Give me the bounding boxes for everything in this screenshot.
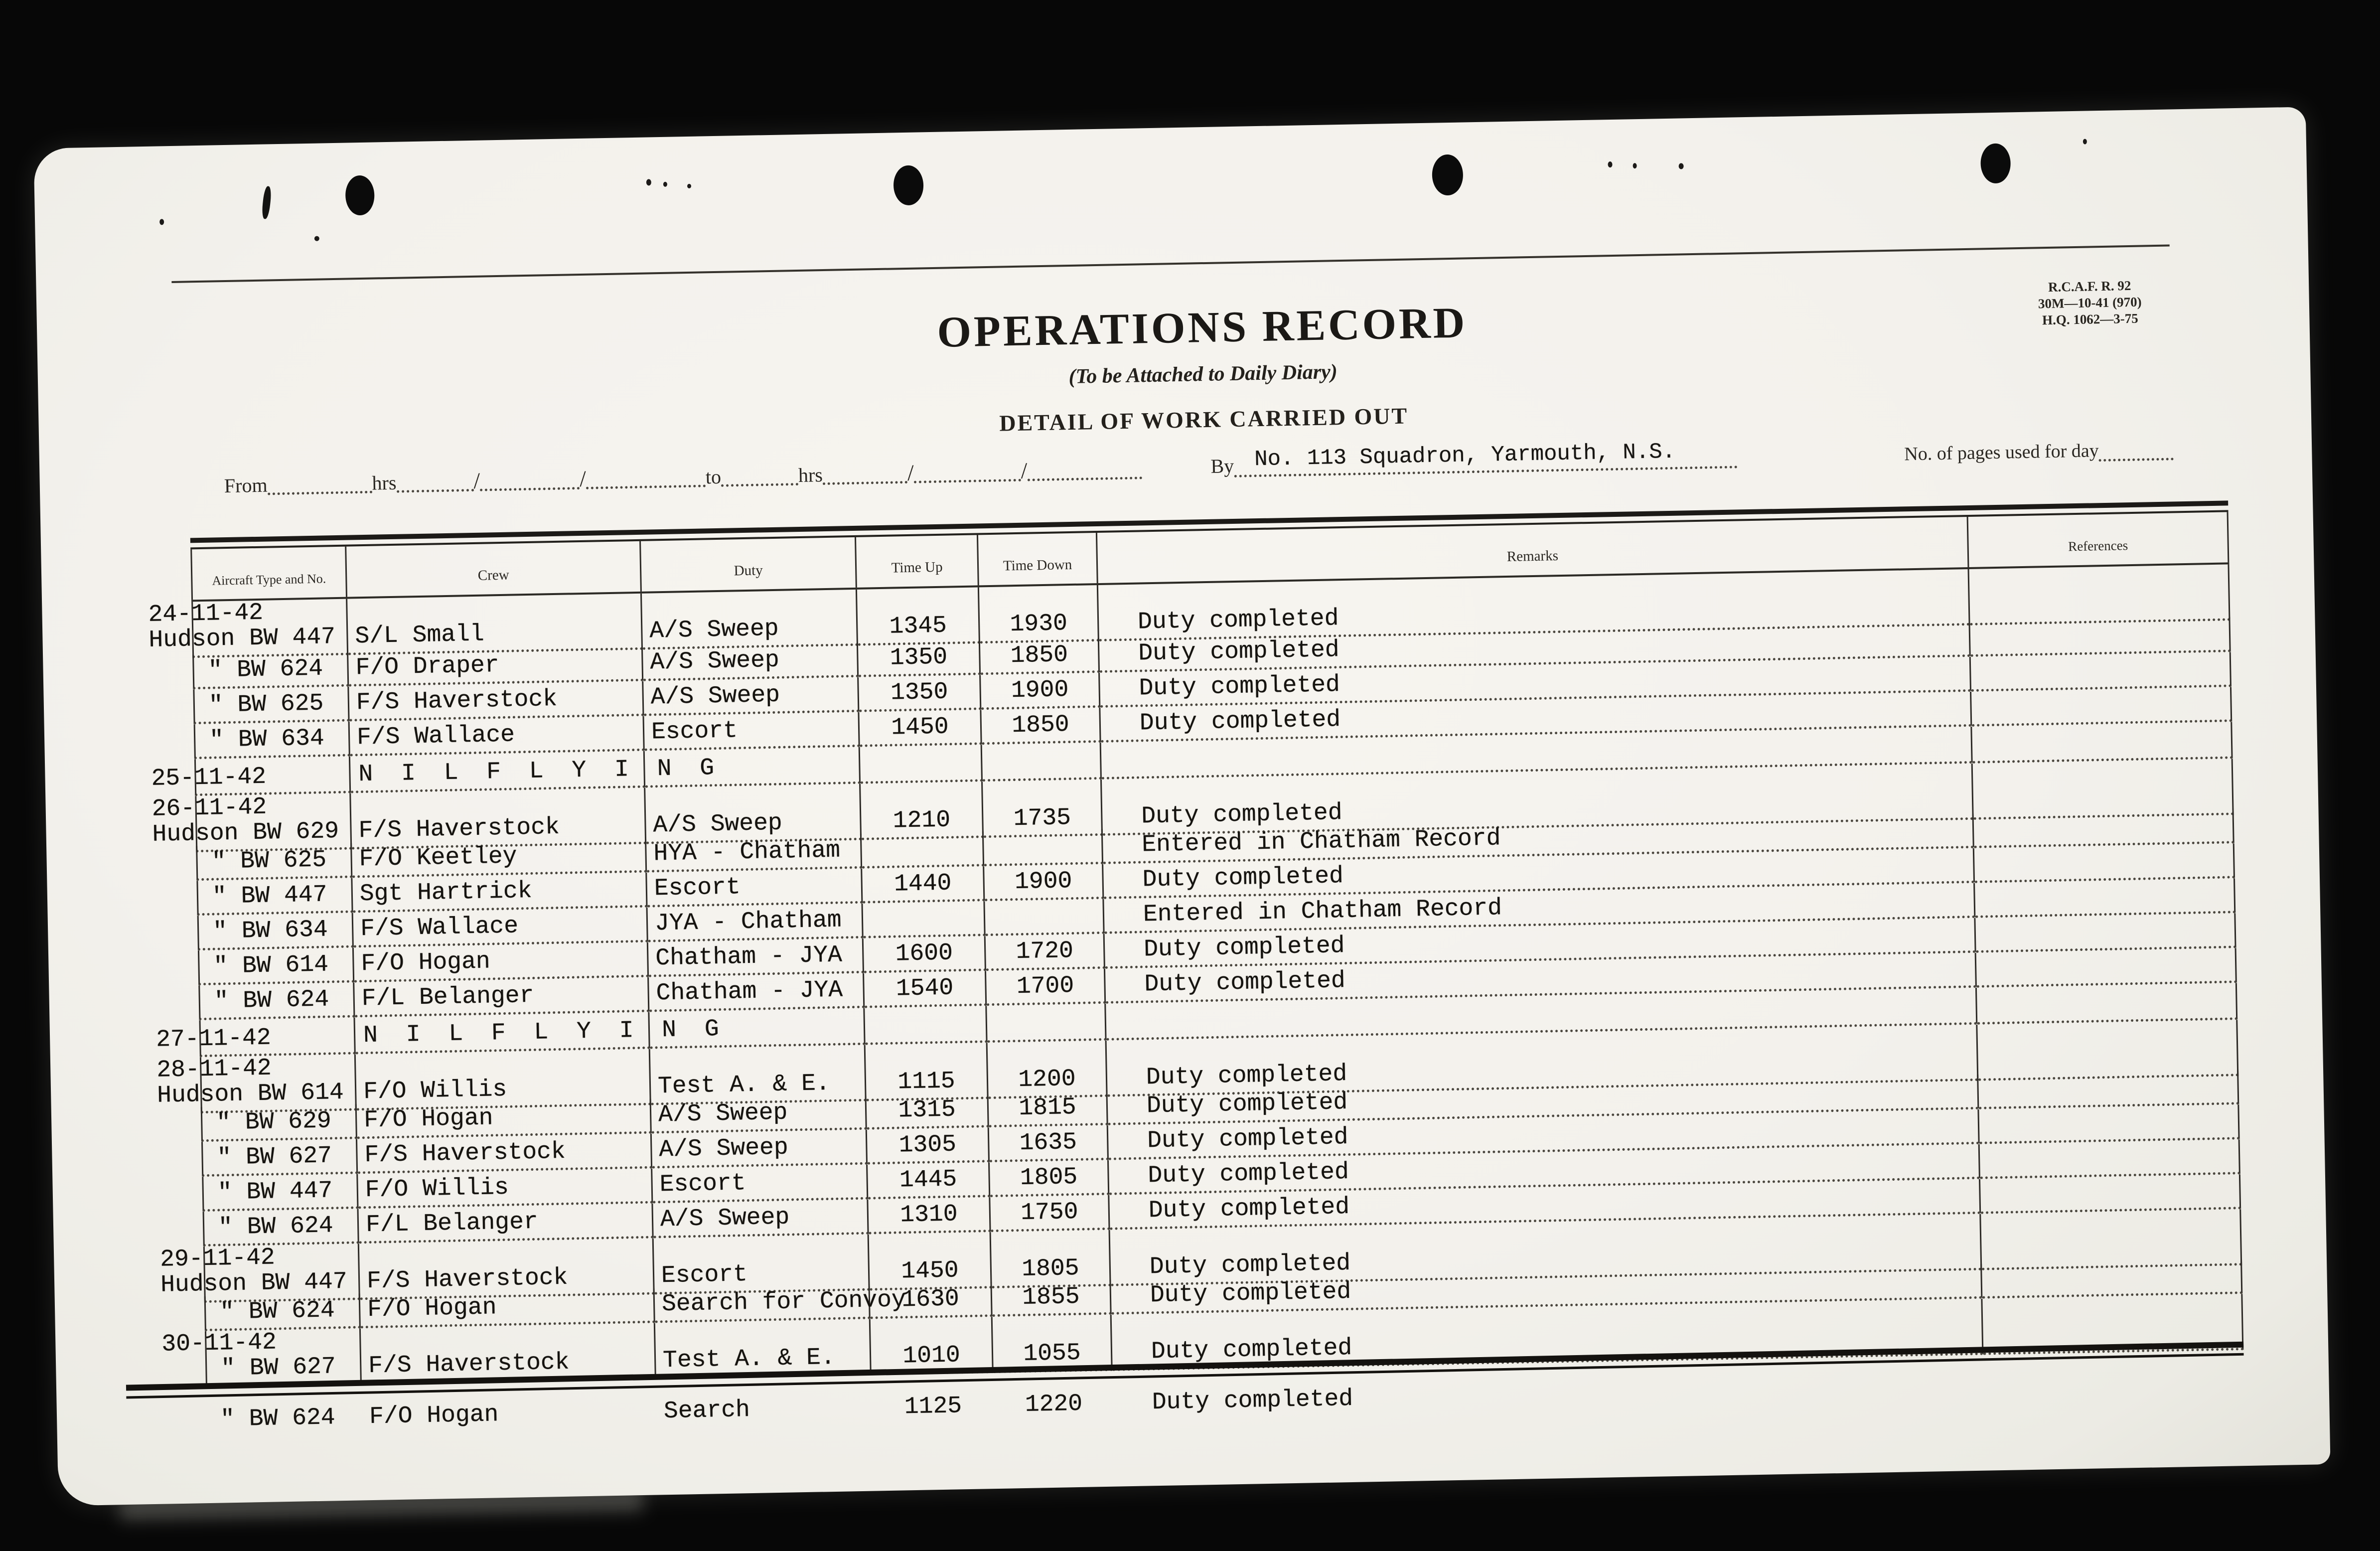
- references-cell: [1974, 843, 2235, 883]
- time-up-value: 1445: [899, 1166, 957, 1194]
- crew-cell: [355, 1012, 727, 1055]
- time-up-cell: [865, 1006, 987, 1045]
- time-down-cell: [984, 829, 1103, 866]
- time-down-cell: [981, 673, 1100, 710]
- crew-label: F/S Haverstock: [358, 813, 560, 845]
- duty-label: A/S Sweep: [660, 1204, 790, 1234]
- column-header-remarks: Remarks: [1097, 517, 1969, 583]
- duty-label: HYA - Chatham: [653, 837, 841, 868]
- crew-label: F/S Haverstock: [366, 1264, 568, 1295]
- crew-label: F/S Haverstock: [356, 685, 558, 717]
- duty-cell: [645, 747, 861, 788]
- page-top-rule: [171, 244, 2169, 283]
- aircraft-label: " BW 624: [220, 1404, 336, 1433]
- remarks-value: Duty completed: [1139, 706, 1341, 737]
- time-up-value: 1600: [895, 939, 953, 968]
- crew-label: F/O Draper: [355, 652, 500, 682]
- time-down-value: 1850: [1010, 641, 1068, 670]
- aircraft-label: " BW 624: [214, 986, 329, 1015]
- crew-cell: [352, 873, 647, 913]
- crew-label: Sgt Hartrick: [359, 877, 533, 908]
- time-up-cell: [860, 745, 983, 783]
- aircraft-label: " BW 624: [219, 1297, 335, 1326]
- crew-label: F/O Hogan: [369, 1401, 499, 1431]
- time-up-cell: [868, 1162, 990, 1199]
- time-down-cell: [993, 1315, 1113, 1373]
- crew-cell: [354, 942, 649, 983]
- fill-in-blank: [1027, 460, 1142, 481]
- slash-separator: /: [1021, 458, 1028, 483]
- remarks-value: Duty completed: [1149, 1249, 1351, 1281]
- aircraft-cell: [151, 757, 351, 796]
- pages-used-form-line: [1904, 434, 2224, 465]
- time-up-cell: [864, 971, 987, 1008]
- time-up-cell: [859, 675, 981, 712]
- crew-cell: [357, 1099, 652, 1139]
- column-header-aircraft: Aircraft Type and No.: [190, 547, 347, 600]
- slash-separator: /: [473, 467, 480, 493]
- fill-in-blank: [480, 470, 580, 491]
- time-down-cell: [979, 585, 1099, 643]
- time-down-cell: [992, 1280, 1111, 1317]
- time-down-cell: [981, 708, 1101, 745]
- aircraft-label: " BW 624: [218, 1212, 334, 1241]
- crew-cell: [353, 908, 648, 948]
- slash-separator: /: [907, 460, 914, 485]
- remarks-value: Duty completed: [1139, 671, 1340, 702]
- aircraft-cell: [155, 1017, 356, 1057]
- time-down-value: 1850: [1011, 711, 1070, 740]
- date-label: 25-11-42: [151, 763, 267, 792]
- crew-label: F/O Hogan: [367, 1294, 497, 1324]
- duty-label: Chatham - JYA: [655, 941, 843, 972]
- duty-cell: [643, 642, 859, 681]
- time-up-value: 1350: [890, 643, 948, 672]
- aircraft-cell: [161, 1328, 362, 1388]
- aircraft-cell: [204, 1293, 361, 1331]
- aircraft-cell: [196, 878, 353, 916]
- date-label: 28-11-42: [156, 1055, 272, 1084]
- crew-cell: [354, 977, 649, 1018]
- crew-cell: [357, 1134, 652, 1174]
- date-label: 24-11-42: [148, 599, 264, 628]
- duty-label: Escort: [654, 874, 741, 903]
- time-up-cell: [858, 640, 981, 677]
- crew-label: F/S Haverstock: [368, 1349, 570, 1380]
- punch-hole: [1432, 154, 1463, 195]
- crew-label: F/O Keetley: [359, 843, 517, 873]
- references-cell: [1980, 1174, 2241, 1214]
- remarks-value: Duty completed: [1151, 1334, 1352, 1366]
- duty-label: A/S Sweep: [658, 1099, 788, 1129]
- time-up-value: 1010: [902, 1342, 961, 1370]
- references-cell: [1979, 1104, 2239, 1144]
- references-cell: [1970, 617, 2231, 657]
- pages-used-label: No. of pages used for day: [1904, 440, 2099, 465]
- aircraft-label: " BW 447: [217, 1177, 333, 1207]
- table-body: [148, 564, 2243, 1383]
- time-down-value: 1805: [1020, 1163, 1078, 1192]
- fill-in-blank: [823, 464, 908, 485]
- crew-cell: [350, 716, 645, 757]
- operations-record-page: [33, 107, 2330, 1506]
- remarks-value: Duty completed: [1146, 1061, 1347, 1091]
- duty-label: A/S Sweep: [650, 681, 780, 711]
- duty-cell: [652, 1165, 868, 1204]
- time-up-cell: [857, 587, 980, 645]
- time-up-value: 1630: [901, 1285, 960, 1314]
- duty-label: A/S Sweep: [658, 1134, 789, 1164]
- time-up-value: 1450: [900, 1257, 959, 1285]
- time-down-value: 1930: [1010, 610, 1068, 638]
- aircraft-cell: [196, 843, 352, 881]
- time-up-cell: [870, 1282, 992, 1319]
- punch-hole: [893, 165, 923, 205]
- duty-cell: [655, 1284, 906, 1323]
- fill-in-blank: [586, 467, 706, 489]
- aircraft-label: Hudson BW 629: [152, 818, 339, 848]
- fill-in-blank: [2098, 441, 2174, 462]
- time-down-value: 1635: [1019, 1128, 1077, 1157]
- time-down-value: 1815: [1018, 1093, 1077, 1122]
- crew-cell: [359, 1204, 654, 1244]
- nil-flying-label: N I L F L Y I N G: [358, 754, 722, 788]
- duty-label: JYA - Chatham: [654, 907, 842, 937]
- section-heading: DETAIL OF WORK CARRIED OUT: [999, 403, 1409, 436]
- time-range-form-line: [224, 453, 1186, 496]
- time-down-value: 1220: [1025, 1390, 1083, 1418]
- crew-label: S/L Small: [354, 620, 485, 650]
- to-label: to: [705, 465, 722, 488]
- by-label: By: [1210, 454, 1234, 477]
- time-down-cell: [986, 934, 1105, 971]
- page-title: OPERATIONS RECORD: [936, 299, 1468, 357]
- date-label: 27-11-42: [155, 1024, 272, 1054]
- form-reference-codes: [1982, 277, 2198, 330]
- time-down-value: 1720: [1016, 937, 1074, 966]
- references-cell: [1976, 948, 2237, 988]
- time-down-value: 1900: [1014, 868, 1072, 896]
- remarks-value: Duty completed: [1152, 1385, 1353, 1416]
- aircraft-cell: [201, 1104, 357, 1142]
- references-cell: [1978, 1070, 2239, 1109]
- dust-speck: [1608, 161, 1612, 167]
- remarks-value: Duty completed: [1138, 636, 1340, 667]
- time-up-value: 1310: [899, 1201, 958, 1229]
- references-cell: [1982, 1259, 2242, 1299]
- time-down-cell: [986, 969, 1106, 1006]
- references-cell: [1972, 722, 2232, 764]
- time-up-cell: [866, 1092, 989, 1129]
- duty-cell: [648, 938, 864, 977]
- duty-cell: [642, 590, 858, 650]
- time-down-value: 1750: [1020, 1198, 1078, 1227]
- duty-cell: [651, 1095, 867, 1134]
- dust-speck: [2083, 139, 2087, 145]
- slash-separator: /: [579, 465, 587, 492]
- date-label: 30-11-42: [161, 1329, 277, 1358]
- aircraft-label: " BW 634: [209, 725, 325, 754]
- time-down-value: 1700: [1016, 972, 1074, 1001]
- by-unit-form-line: [1210, 439, 1759, 478]
- squadron-name: No. 113 Squadron, Yarmouth, N.S.: [1254, 439, 1676, 472]
- crew-label: F/O Hogan: [361, 948, 491, 978]
- duty-label: A/S Sweep: [653, 809, 783, 839]
- aircraft-cell: [192, 652, 349, 690]
- dust-speck: [687, 184, 691, 188]
- crew-cell: [347, 594, 643, 655]
- time-down-value: 1735: [1013, 804, 1071, 833]
- form-code-line: 30M—10-41 (970): [2038, 294, 2142, 311]
- remarks-value: Duty completed: [1148, 1158, 1349, 1190]
- references-cell: [1980, 1139, 2240, 1179]
- time-up-cell: [863, 901, 985, 938]
- time-up-value: 1350: [890, 678, 948, 707]
- date-label: 26-11-42: [151, 793, 267, 823]
- crew-cell: [360, 1288, 655, 1329]
- remarks-value: Duty completed: [1147, 1124, 1348, 1155]
- scan-artifact: [261, 186, 272, 219]
- aircraft-cell: [201, 1139, 358, 1177]
- time-down-cell: [990, 1195, 1110, 1232]
- time-down-cell: [984, 864, 1104, 901]
- aircraft-cell: [148, 599, 348, 658]
- time-up-cell: [868, 1197, 991, 1234]
- time-up-cell: [871, 1317, 994, 1375]
- remarks-value: Duty completed: [1150, 1278, 1351, 1309]
- time-up-value: 1305: [898, 1131, 957, 1159]
- crew-label: F/S Haverstock: [364, 1138, 566, 1169]
- references-cell: [1969, 564, 2231, 625]
- crew-label: F/O Hogan: [363, 1104, 493, 1134]
- time-up-cell: [867, 1127, 990, 1164]
- crew-label: F/S Wallace: [356, 721, 515, 752]
- references-cell: [1975, 913, 2236, 953]
- time-up-cell: [864, 936, 986, 973]
- time-down-cell: [980, 638, 1100, 675]
- aircraft-label: " BW 634: [212, 916, 328, 945]
- time-down-value: 1805: [1021, 1254, 1080, 1283]
- duty-label: Escort: [651, 717, 738, 746]
- crew-cell: [358, 1169, 653, 1209]
- date-label: 29-11-42: [159, 1244, 276, 1273]
- duty-label: Chatham - JYA: [656, 976, 843, 1007]
- crew-cell: [352, 838, 647, 878]
- time-down-cell: [982, 743, 1102, 781]
- remarks-value: Duty completed: [1148, 1193, 1350, 1225]
- aircraft-label: " BW 624: [208, 655, 323, 684]
- time-up-value: 1440: [893, 870, 952, 898]
- dust-speck: [1633, 163, 1636, 168]
- duty-cell: [649, 973, 865, 1012]
- fill-in-blank: [721, 466, 799, 487]
- duty-label: Test A. & E.: [657, 1070, 831, 1100]
- aircraft-cell: [203, 1209, 359, 1246]
- column-header-references: References: [1968, 512, 2230, 567]
- aircraft-label: Hudson BW 447: [160, 1268, 348, 1299]
- time-down-value: 1055: [1023, 1339, 1081, 1368]
- time-up-cell: [862, 866, 985, 903]
- fill-in-blank: [267, 474, 372, 495]
- time-up-cell: [859, 710, 982, 747]
- duty-label: Search: [663, 1396, 750, 1425]
- remarks-value: Duty completed: [1142, 863, 1344, 894]
- punch-hole: [345, 175, 375, 216]
- crew-label: F/L Belanger: [365, 1208, 539, 1239]
- dust-speck: [663, 182, 667, 187]
- aircraft-label: " BW 627: [217, 1142, 332, 1172]
- remarks-value: Duty completed: [1137, 605, 1339, 636]
- aircraft-cell: [194, 722, 350, 760]
- time-up-value: 1125: [904, 1393, 962, 1421]
- aircraft-label: " BW 629: [216, 1107, 332, 1137]
- time-up-cell: [862, 831, 984, 868]
- crew-label: F/O Willis: [365, 1174, 509, 1204]
- time-down-value: 1900: [1011, 676, 1069, 705]
- aircraft-label: " BW 614: [213, 951, 329, 980]
- references-cell: [1975, 878, 2235, 918]
- duty-label: A/S Sweep: [649, 615, 779, 645]
- time-down-cell: [985, 899, 1104, 936]
- column-header-duty: Duty: [641, 537, 857, 592]
- crew-label: F/L Belanger: [361, 982, 534, 1013]
- fill-in-blank: [913, 462, 1021, 483]
- duty-label: Escort: [659, 1170, 746, 1199]
- time-down-cell: [990, 1160, 1109, 1197]
- duty-label: Search for Convoy: [661, 1286, 906, 1318]
- duty-cell: [647, 869, 863, 908]
- references-cell: [1977, 983, 2237, 1025]
- aircraft-cell: [202, 1174, 358, 1212]
- time-up-value: 1115: [897, 1068, 956, 1096]
- time-down-value: 1200: [1018, 1066, 1076, 1094]
- time-up-value: 1345: [889, 612, 947, 640]
- duty-cell: [652, 1130, 868, 1169]
- fill-in-blank: [396, 472, 474, 493]
- time-up-value: 1450: [891, 713, 949, 742]
- aircraft-label: " BW 625: [211, 846, 327, 876]
- aircraft-label: " BW 627: [220, 1353, 336, 1383]
- crew-label: F/O Willis: [363, 1076, 507, 1106]
- time-up-value: 1540: [895, 974, 954, 1003]
- column-header-time-down: Time Down: [978, 533, 1098, 585]
- duty-label: Test A. & E.: [662, 1344, 836, 1375]
- column-header-crew: Crew: [346, 541, 642, 597]
- remarks-value: Duty completed: [1141, 799, 1343, 830]
- remarks-value: Entered in Chatham Record: [1141, 825, 1501, 859]
- aircraft-label: " BW 625: [208, 690, 324, 719]
- references-cell: [1971, 652, 2231, 692]
- duty-cell: [653, 1200, 869, 1239]
- duty-cell: [646, 834, 862, 873]
- time-down-cell: [987, 1004, 1106, 1043]
- aircraft-cell: [198, 982, 355, 1020]
- dust-speck: [314, 236, 319, 241]
- column-header-time-up: Time Up: [856, 535, 979, 587]
- aircraft-cell: [198, 948, 354, 986]
- references-cell: [1974, 808, 2234, 848]
- duty-cell: [643, 677, 859, 716]
- remarks-value: Duty completed: [1146, 1089, 1348, 1120]
- dust-speck: [646, 179, 651, 185]
- nil-flying-label: N I L F L Y I N G: [363, 1015, 727, 1050]
- duty-cell: [649, 1008, 865, 1049]
- crew-cell: [350, 751, 722, 793]
- crew-cell: [348, 646, 643, 687]
- hrs-label: hrs: [798, 464, 823, 486]
- remarks-value: Duty completed: [1143, 932, 1345, 963]
- time-down-value: 1855: [1022, 1283, 1080, 1312]
- from-label: From: [224, 473, 268, 497]
- crew-label: F/S Wallace: [360, 913, 519, 943]
- dust-speck: [159, 219, 164, 225]
- crew-cell: [349, 681, 644, 722]
- aircraft-cell: [197, 913, 354, 951]
- page-subtitle: (To be Attached to Daily Diary): [1068, 360, 1338, 389]
- time-down-cell: [988, 1090, 1108, 1127]
- time-up-value: 1210: [892, 806, 951, 835]
- time-down-cell: [989, 1125, 1109, 1162]
- duty-label: A/S Sweep: [650, 646, 780, 676]
- remarks-value: Duty completed: [1144, 967, 1346, 998]
- time-up-value: 1315: [897, 1096, 956, 1124]
- aircraft-label: Hudson BW 447: [149, 623, 336, 654]
- punch-hole: [1980, 143, 2011, 183]
- remarks-value: Entered in Chatham Record: [1143, 895, 1502, 929]
- flights-table: [148, 500, 2244, 1433]
- form-code-line: R.C.A.F. R. 92: [2048, 278, 2131, 295]
- aircraft-cell: [193, 687, 349, 725]
- duty-label: Escort: [661, 1261, 748, 1290]
- duty-cell: [644, 712, 860, 751]
- form-code-line: H.Q. 1062—3-75: [2042, 310, 2139, 328]
- aircraft-label: Hudson BW 614: [156, 1079, 344, 1109]
- dust-speck: [1679, 163, 1684, 169]
- duty-cell: [648, 904, 864, 942]
- aircraft-label: " BW 447: [212, 881, 327, 911]
- hrs-label: hrs: [372, 471, 397, 494]
- references-cell: [1971, 687, 2232, 727]
